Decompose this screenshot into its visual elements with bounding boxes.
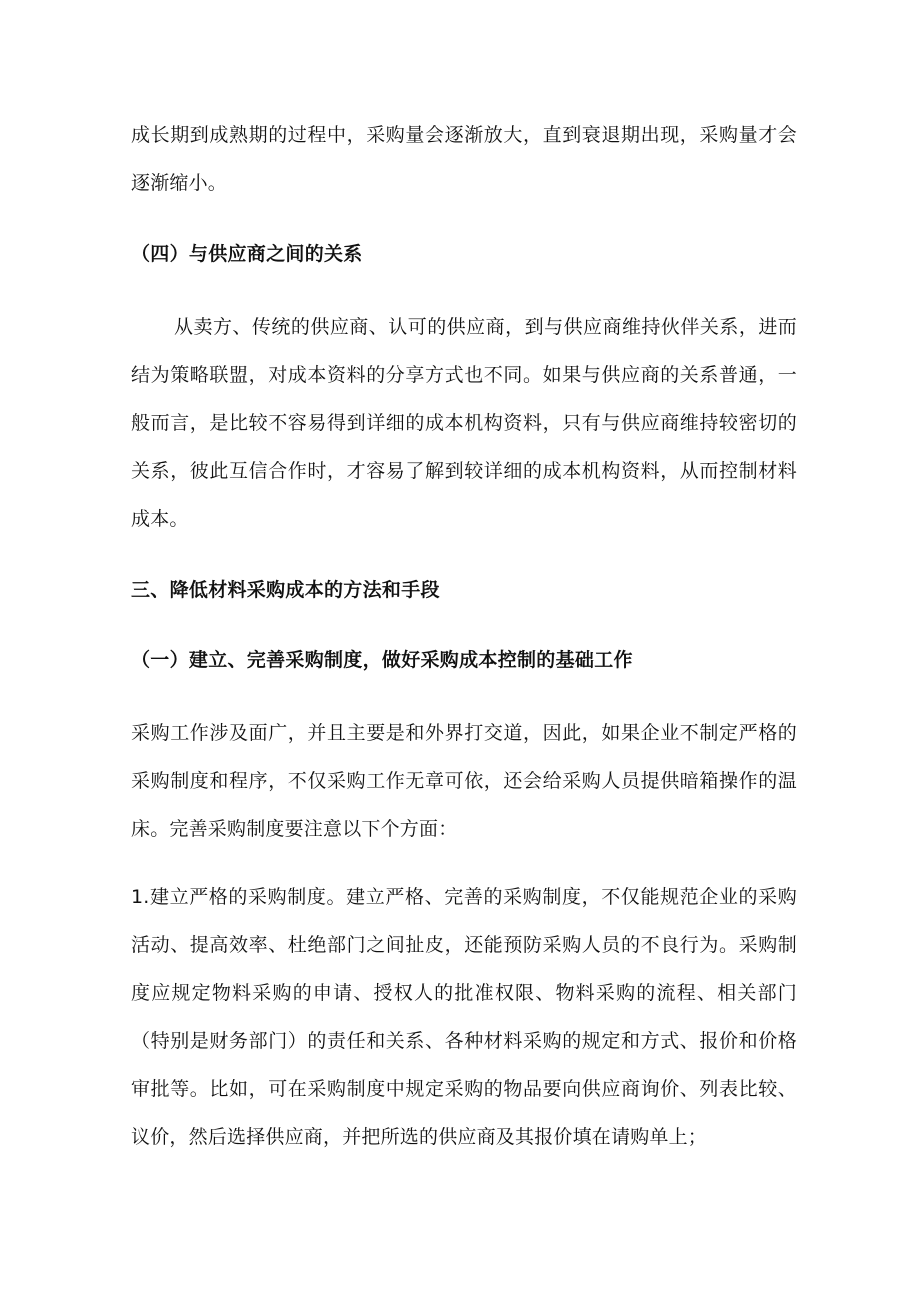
paragraph-strict-procurement-system: 1.建立严格的采购制度。建立严格、完善的采购制度，不仅能规范企业的采购活动、提高效率、杜绝部门之间扯皮，还能预防采购人员的不良行为。采购制度应规定物料采购的申请、授权人的批准权限、物料采购的流程、相关部门（特别是财务部门）的责任和关系、各种材料采购的规定和方式、报价和价格审批等。比如，可在采购制度中规定采购的物品要向供应商询价、列表比较、议价，然后选择供应商，并把所选的供应商及其报价填在请购单上；: [131, 886, 797, 1148]
subheading-procurement-system: （一）建立、完善采购制度，做好采购成本控制的基础工作: [131, 649, 633, 671]
heading-supplier-relationship: （四）与供应商之间的关系: [131, 243, 363, 265]
paragraph-procurement-overview: 采购工作涉及面广，并且主要是和外界打交道，因此，如果企业不制定严格的采购制度和程序，不仅采购工作无章可依，还会给采购人员提供暗箱操作的温床。完善采购制度要注意以下个方面：: [131, 722, 797, 840]
paragraph-supplier-relationship: 从卖方、传统的供应商、认可的供应商，到与供应商维持伙伴关系，进而结为策略联盟，对成本资料的分享方式也不同。如果与供应商的关系普通，一般而言，是比较不容易得到详细的成本机构资料，只有与供应商维持较密切的关系，彼此互信合作时，才容易了解到较详细的成本机构资料，从而控制材料成本。: [131, 316, 797, 530]
heading-section-3: 三、降低材料采购成本的方法和手段: [131, 579, 440, 601]
paragraph-product-lifecycle: 成长期到成熟期的过程中，采购量会逐渐放大，直到衰退期出现，采购量才会逐渐缩小。: [131, 124, 797, 194]
